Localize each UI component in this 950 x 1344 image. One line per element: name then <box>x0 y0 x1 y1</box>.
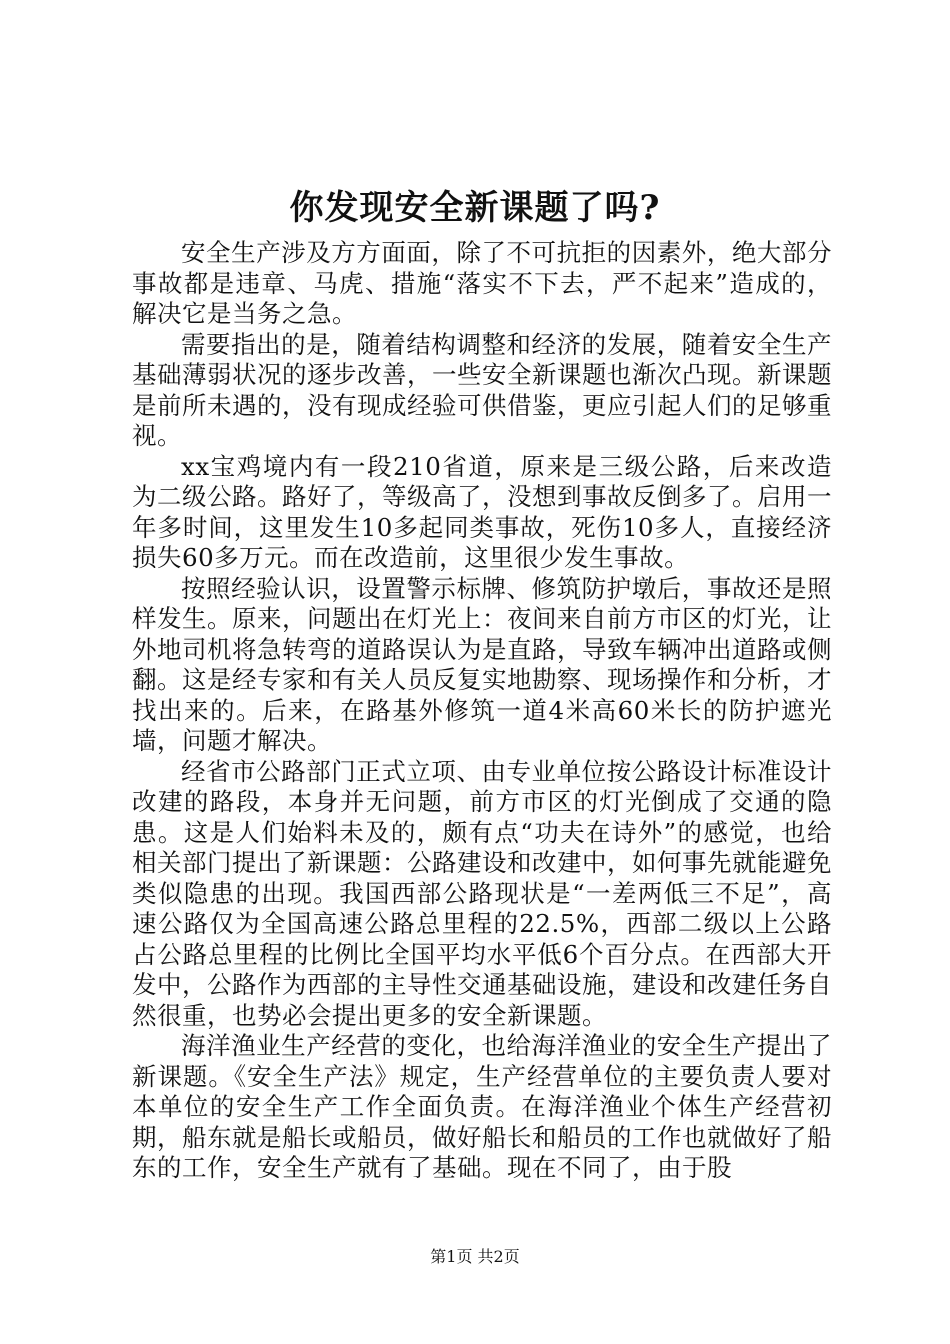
paragraph-6: 海洋渔业生产经营的变化，也给海洋渔业的安全生产提出了新课题。《安全生产法》规定，生产经营单位的主要负责人要对本单位的安全生产工作全面负责。在海洋渔业个体生产经营初期，船东就是船长或船员，做好船长和船员的工作也就做好了船东的工作，安全生产就有了基础。现在不同了，由于股 <box>132 1031 832 1182</box>
paragraph-4: 按照经验认识，设置警示标牌、修筑防护墩后，事故还是照样发生。原来，问题出在灯光上：夜间来自前方市区的灯光，让外地司机将急转弯的道路误认为是直路，导致车辆冲出道路或侧翻。这是经专家和有关人员反复实地勘察、现场操作和分析，才找出来的。后来，在路基外修筑一道4米高60米长的防护遮光墙，问题才解决。 <box>132 573 832 755</box>
paragraph-3: xx宝鸡境内有一段210省道，原来是三级公路，后来改造为二级公路。路好了，等级高了，没想到事故反倒多了。启用一年多时间，这里发生10多起同类事故，死伤10多人，直接经济损失60多万元。而在改造前，这里很少发生事故。 <box>132 451 832 572</box>
paragraph-1: 安全生产涉及方方面面，除了不可抗拒的因素外，绝大部分事故都是违章、马虎、措施“落实不下去，严不起来”造成的，解决它是当务之急。 <box>132 238 832 328</box>
document-title: 你发现安全新课题了吗? <box>289 188 661 228</box>
paragraph-5: 经省市公路部门正式立项、由专业单位按公路设计标准设计改建的路段，本身并无问题，前方市区的灯光倒成了交通的隐患。这是人们始料未及的，颇有点“功夫在诗外”的感觉，也给相关部门提出了新课题：公路建设和改建中，如何事先就能避免类似隐患的出现。我国西部公路现状是“一差两低三不足”，高速公路仅为全国高速公路总里程的22.5%，西部二级以上公路占公路总里程的比例比全国平均水平低6个百分点。在西部大开发中，公路作为西部的主导性交通基础设施，建设和改建任务自然很重，也势必会提出更多的安全新课题。 <box>132 756 832 1030</box>
page-number-footer: 第1页 共2页 <box>430 1247 520 1266</box>
document-body <box>132 238 832 1184</box>
paragraph-2: 需要指出的是，随着结构调整和经济的发展，随着安全生产基础薄弱状况的逐步改善，一些安全新课题也渐次凸现。新课题是前所未遇的，没有现成经验可供借鉴，更应引起人们的足够重视。 <box>132 329 832 450</box>
